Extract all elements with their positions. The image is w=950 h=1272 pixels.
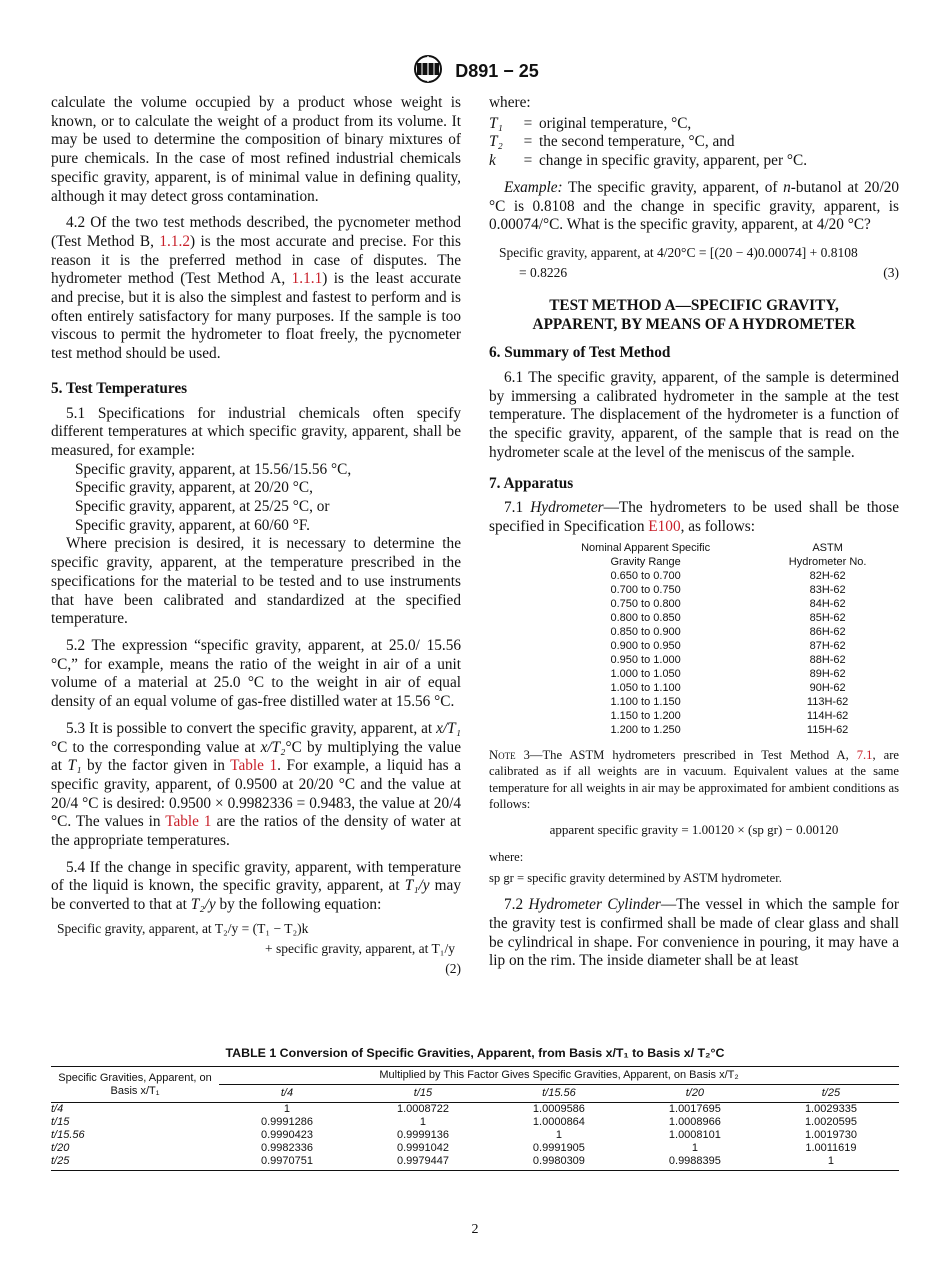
column-header: t/15.56 [491,1085,627,1103]
example-paragraph: Example: The specific gravity, apparent, of n-butanol at 20/20 °C is 0.8108 and the change in specific gravity, apparent, is 0.00074/°C. What is the specific gravity, apparent, at 4/20 °C? [489,178,899,234]
astm-logo-icon [411,54,445,89]
table-cell: 0.9991286 [260,1116,313,1128]
where-label: where: [489,94,531,111]
table-row [535,611,899,625]
table-cell: 0.750 to 0.800 [610,597,681,610]
link-1-1-1[interactable]: 1.1.1 [291,270,323,288]
row-label: t/20 [51,1142,70,1154]
table-row [535,695,899,709]
table-cell: 0.700 to 0.750 [610,583,681,596]
table-cell: 0.900 to 0.950 [610,639,681,652]
table-cell: 0.9999136 [396,1129,449,1141]
table-cell: 1.0009586 [532,1103,585,1115]
paragraph-7-1: 7.1 Hydrometer—The hydrometers to be used shall be those specified in Specification E100, as follows: [489,499,899,535]
table-cell: 114H-62 [806,709,849,722]
hydrometer-table [535,541,899,737]
table-cell: 88H-62 [809,653,846,666]
table-cell: 1.0011619 [805,1142,857,1154]
table-cell: 1 [419,1116,427,1128]
page-number: 2 [471,1222,479,1237]
table-cell: 1 [283,1103,291,1115]
table-cell: 1.0008722 [396,1103,449,1115]
note-3: Note 3—The ASTM hydrometers prescribed in Test Method A, 7.1, are calibrated as if all weights are in vacuum. Equivalent values at the same temperature for all weights in air may be approximated for ambient conditions as follows: [489,747,899,812]
note-where-label: where: [489,850,524,865]
equation-2-number: (2) [445,960,461,976]
table-cell: 0.9970751 [219,1155,355,1171]
table-cell: 1 [691,1142,698,1154]
table-cell: 1.100 to 1.150 [610,695,681,708]
table-cell: 1.000 to 1.050 [610,667,681,680]
table-cell: 1.150 to 1.200 [610,709,681,722]
span-header: Multiplied by This Factor Gives Specific Gravities, Apparent, on Basis x/T₂ [219,1067,899,1085]
paragraph-5-1: 5.1 Specifications for industrial chemicals often specify different temperatures at which specific gravity, apparent, shall be measured, for example: [51,404,461,459]
row-label: t/15 [51,1116,70,1128]
section-6-title: 6. Summary of Test Method [489,344,671,362]
table-cell: 113H-62 [806,695,849,708]
table-cell: 83H-62 [809,583,846,596]
table-row [51,1129,899,1142]
link-table-1[interactable]: Table 1 [165,813,212,831]
equation-2-line-2: + specific gravity, apparent, at T₁/y [264,940,455,956]
equation-2-line-1: Specific gravity, apparent, at T₂/y = (T₁ − T₂)k [57,920,309,936]
table-1-title: TABLE 1 Conversion of Specific Gravities, Apparent, from Basis x/T₁ to Basis x/ T₂°C [225,1046,725,1060]
table-row [51,1155,899,1171]
table-row [535,569,899,583]
variable-row: T₁ = original temperature, °C, [489,114,692,132]
table-cell: 0.9982336 [260,1142,313,1154]
table-row [535,639,899,653]
table-cell: 84H-62 [809,597,846,610]
equation-2 [57,919,461,979]
table-cell: 0.9991042 [396,1142,449,1154]
table-row [535,583,899,597]
table-cell: 0.9979447 [355,1155,491,1171]
list-item: Specific gravity, apparent, at 25/25 °C, or [75,498,330,516]
column-header: t/4 [219,1085,355,1103]
table-cell: 0.650 to 0.700 [610,569,681,582]
paragraph-4-2: 4.2 Of the two test methods described, the pycnometer method (Test Method B, 1.1.2) is the most accurate and precise. For this reason it is the preferred method in case of disputes. The hydrometer method (Test Method A, 1.1.1) is the least accurate and precise, but it is also the simplest and fastest to perform and is often entirely satisfactory for many purposes. If the sample is too viscous to permit the hydrometer to float freely, the pycnometer test method should be used. [51,214,461,363]
table-cell: 1.0008101 [668,1129,721,1141]
table-cell: 0.800 to 0.850 [610,611,681,624]
table-cell: 0.850 to 0.900 [610,625,681,638]
table-cell: 89H-62 [809,667,846,680]
equation-3-line-2: = 0.8226 [519,264,568,280]
table-row [51,1103,899,1117]
table-cell: 87H-62 [809,639,846,652]
table-cell: 1.050 to 1.100 [610,681,681,694]
paragraph-7-2: 7.2 Hydrometer Cylinder—The vessel in which the sample for the gravity test is confirmed shall be made of clear glass and shall be cylindrical in shape. For convenience in pouring, it may have a lip on the rim. The inside diameter shall be at least [489,896,899,970]
paragraph-4-1-continued: calculate the volume occupied by a product whose weight is known, or to calculate the weight of a product from its volume. It may be used to determine the composition of binary mixtures of pure chemicals. In the case of most refined industrial chemicals specific gravity, apparent, is of minimal value in defining quality, although it may detect gross contamination. [51,94,461,205]
section-7-title: 7. Apparatus [489,474,574,492]
table-cell: 1 [763,1155,899,1171]
document-id: D891 − 25 [455,61,539,81]
table-1 [51,1046,899,1171]
table-row [535,625,899,639]
table-row [535,709,899,723]
note-variable: sp gr = specific gravity determined by ASTM hydrometer. [489,870,782,885]
table-cell: 0.9990423 [260,1129,313,1141]
table-cell: 1.0008966 [668,1116,721,1128]
column-header: ASTM Hydrometer No. [788,541,867,568]
paragraph-5-2: 5.2 The expression “specific gravity, apparent, at 25.0/ 15.56 °C,” for example, means the ratio of the weight in air of a unit volume of a material at 25.0 °C to the weight in air of equal density of an equal volume of gas-free distilled water at 15.56 °C. [51,636,461,711]
table-cell: 1 [555,1129,562,1141]
link-e100[interactable]: E100 [648,517,681,535]
section-5-title: 5. Test Temperatures [51,379,188,397]
column-header: t/20 [627,1085,763,1103]
row-label: t/4 [51,1103,64,1115]
table-cell: 0.9988395 [627,1155,763,1171]
row-label: t/15.56 [51,1129,85,1141]
table-cell: 0.950 to 1.000 [610,653,681,666]
paragraph-6-1: 6.1 The specific gravity, apparent, of the sample is determined by immersing a calibrated hydrometer in the sample at the test temperature. The displacement of the hydrometer is a function of the specific gravity, apparent, of the sample that is read on the hydrometer scale at the level of the meniscus of the sample. [489,369,899,461]
equation-3-line-1: Specific gravity, apparent, at 4/20°C = [(20 − 4)0.00074] + 0.8108 [499,244,858,260]
temperature-list [75,461,461,536]
link-table-1[interactable]: Table 1 [230,757,278,775]
table-cell: 1.0020595 [804,1116,857,1128]
list-item: Specific gravity, apparent, at 15.56/15.56 °C, [75,460,352,478]
column-header: t/15 [355,1085,491,1103]
table-row [535,597,899,611]
table-cell: 1.0017695 [668,1103,721,1115]
table-row [535,653,899,667]
link-7-1[interactable]: 7.1 [856,747,873,762]
right-column [489,94,899,979]
row-label: t/25 [51,1155,219,1171]
table-cell: 82H-62 [809,569,846,582]
table-cell: 0.9980309 [491,1155,627,1171]
table-row [535,667,899,681]
table-row [51,1142,899,1155]
page-header [0,54,950,89]
list-item: Specific gravity, apparent, at 20/20 °C, [75,479,313,497]
note-equation: apparent specific gravity = 1.00120 × (sp gr) − 0.00120 [549,821,839,837]
list-item: Specific gravity, apparent, at 60/60 °F. [75,516,310,534]
table-cell: 1.200 to 1.250 [610,723,681,736]
table-cell: 115H-62 [806,723,849,736]
table-cell: 0.9991905 [532,1142,585,1154]
table-cell: 1.0000864 [532,1116,585,1128]
table-cell: 86H-62 [809,625,846,638]
row-header: Specific Gravities, Apparent, on Basis x/T₁ [51,1067,219,1103]
column-header: t/25 [763,1085,899,1103]
table-cell: 1.0029335 [804,1103,857,1115]
equation-3-number: (3) [883,264,899,280]
variable-row: k = change in specific gravity, apparent, per °C. [489,152,808,170]
link-1-1-2[interactable]: 1.1.2 [159,232,190,250]
equation-3 [499,243,899,283]
variable-row: T₂ = the second temperature, °C, and [489,133,735,151]
table-row [535,681,899,695]
method-a-title: TEST METHOD A—SPECIFIC GRAVITY, APPARENT, BY MEANS OF A HYDROMETER [532,296,856,333]
paragraph-5-1-continued: Where precision is desired, it is necessary to determine the specific gravity, apparent, at the temperature prescribed in the specifications for the material to be tested and to use instruments that have been calibrated and standardized at the specified temperature. [51,535,461,628]
column-header: Nominal Apparent Specific Gravity Range [581,541,711,568]
conversion-table [51,1066,899,1171]
table-cell: 90H-62 [809,681,846,694]
paragraph-5-3: 5.3 It is possible to convert the specific gravity, apparent, at x/T₁ °C to the corresponding value at x/T₂°C by multiplying the value at T₁ by the factor given in Table 1. For example, a liquid has a specific gravity, apparent, of 0.9500 at 20/20 °C and the value at 20/4 °C is desired: 0.9500 × 0.9982336 = 0.9483, the value at 20/4 °C. The values in Table 1 are the ratios of the density of water at the appropriate temperatures. [51,719,461,850]
table-cell: 85H-62 [809,611,846,624]
table-row [51,1116,899,1129]
table-row [535,723,899,737]
paragraph-5-4: 5.4 If the change in specific gravity, apparent, with temperature of the liquid is known, the specific gravity, apparent, at T₁/y may be converted to that at T₂/y by the following equation: [51,858,461,914]
left-column [51,94,461,987]
table-cell: 1.0019730 [804,1129,857,1141]
variable-definitions [489,115,807,171]
